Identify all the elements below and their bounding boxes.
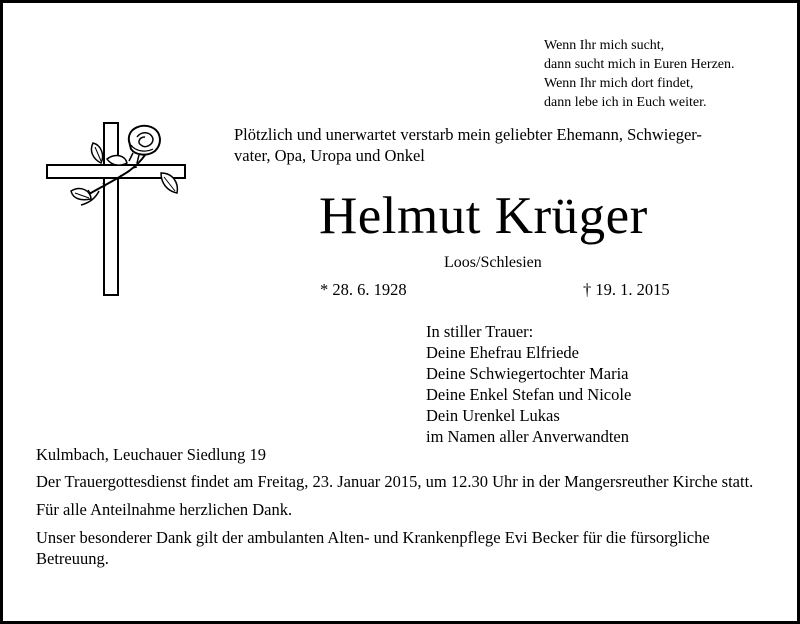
mourner-line: In stiller Trauer:: [426, 322, 534, 341]
announcement-intro: [234, 124, 774, 166]
mourner-line: Deine Ehefrau Elfriede: [426, 343, 579, 362]
deceased-origin: Loos/Schlesien: [444, 254, 542, 271]
birth-date: * 28. 6. 1928: [320, 280, 407, 299]
thanks-note: Für alle Anteilnahme herzlichen Dank.: [36, 500, 293, 519]
mourner-line: Deine Schwiegertochter Maria: [426, 364, 629, 383]
poem-line: Wenn Ihr mich dort findet,: [544, 76, 694, 91]
death-date: † 19. 1. 2015: [583, 280, 670, 299]
poem-line: dann sucht mich in Euren Herzen.: [544, 57, 735, 72]
mourner-line: Dein Urenkel Lukas: [426, 406, 560, 425]
poem-line: Wenn Ihr mich sucht,: [544, 38, 665, 53]
deceased-name: Helmut Krüger: [319, 187, 648, 245]
poem: [544, 36, 735, 112]
funeral-service-notice: Der Trauergottesdienst findet am Freitag, 23. Januar 2015, um 12.30 Uhr in der Mangersreuther Kirche statt.: [36, 472, 754, 491]
mourner-line: im Namen aller Anverwandten: [426, 427, 629, 446]
intro-line: vater, Opa, Uropa und Onkel: [234, 146, 425, 165]
poem-line: dann lebe ich in Euch weiter.: [544, 95, 707, 110]
intro-line: Plötzlich und unerwartet verstarb mein geliebter Ehemann, Schwieger-: [234, 125, 702, 144]
address: Kulmbach, Leuchauer Siedlung 19: [36, 445, 267, 464]
mourner-line: Deine Enkel Stefan und Nicole: [426, 385, 632, 404]
footer-text: [36, 444, 776, 576]
special-thanks-note: Unser besonderer Dank gilt der ambulanten Alten- und Krankenpflege Evi Becker für die fürsorgliche Betreuung.: [36, 528, 710, 568]
mourners-list: [426, 321, 631, 447]
cross-with-rose-icon: [41, 121, 191, 306]
